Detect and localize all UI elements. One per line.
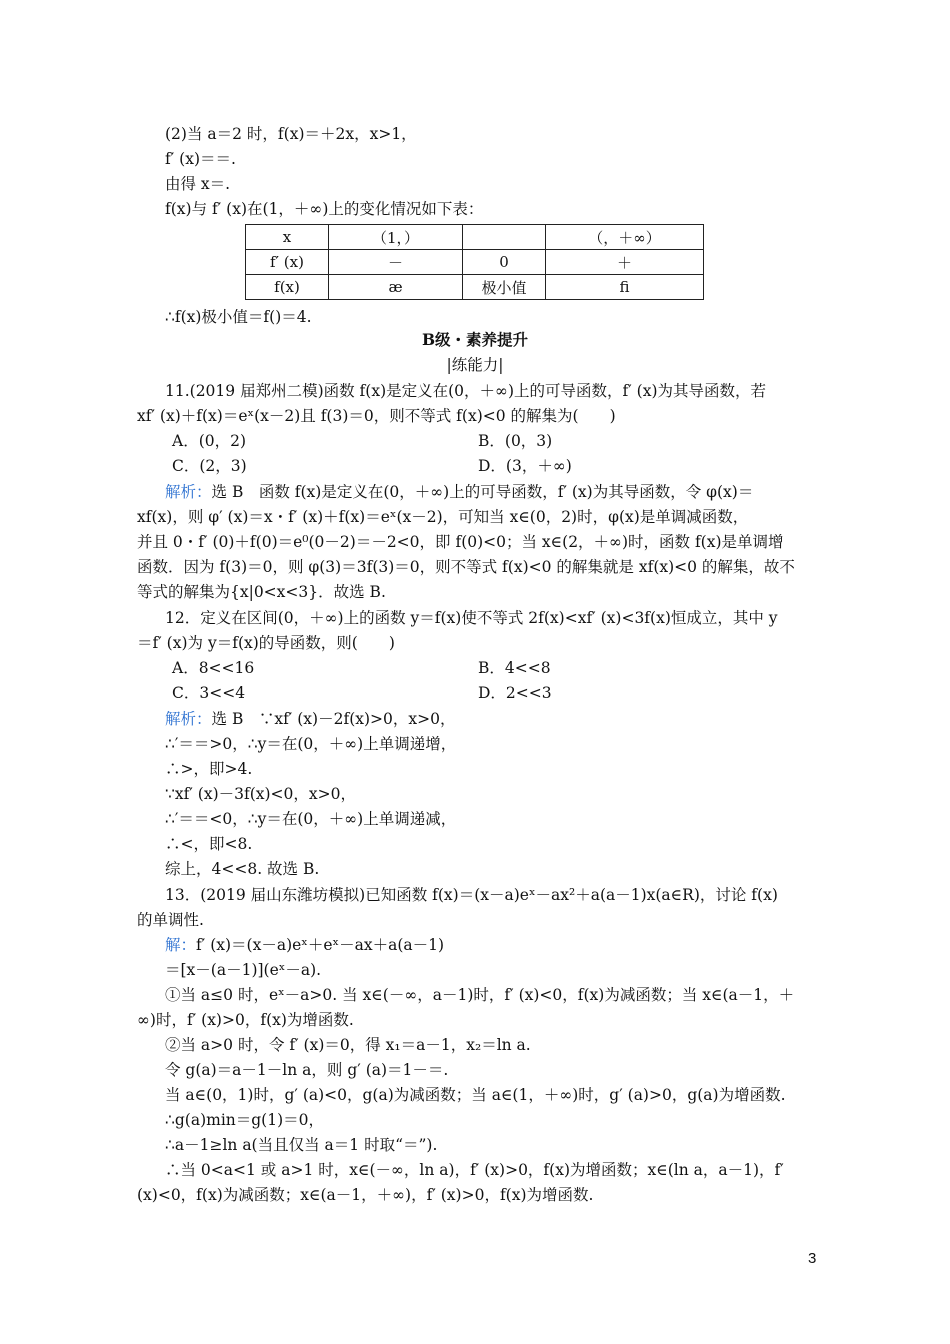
q13-answer-line-1 <box>165 933 444 957</box>
q13-line-1: 13．(2019 届山东潍坊模拟)已知函数 f(x)＝(x－a)eˣ－ax²＋a(a－1)x(a∈R)，讨论 f(x) <box>165 886 778 904</box>
q11-answer-line-4: 函数．因为 f(3)＝0，则 φ(3)＝3f(3)＝0，则不等式 f(x)<0 的解集就是 xf(x)<0 的解集，故不 <box>137 558 795 576</box>
q11-answer-line-3: 并且 0・f′ (0)＋f(0)＝e⁰(0－2)＝－2<0，即 f(0)<0；当 x∈(2，＋∞)时，函数 f(x)是单调增 <box>137 533 784 551</box>
part2-line-3: 由得 x＝. <box>165 175 231 193</box>
q11-answer-text: 选 B 函数 f(x)是定义在(0，＋∞)上的可导函数，f′ (x)为其导函数，令 φ(x)＝ <box>211 483 754 501</box>
q12-answer-line-5: ∴′＝＝<0，∴y＝在(0，＋∞)上单调递减， <box>165 810 457 828</box>
q11-option-d: D．(3，＋∞) <box>478 457 572 475</box>
table-cell: （1，） <box>329 225 463 250</box>
q12-answer-line-3: ∴>，即>4. <box>165 760 253 778</box>
table-row <box>246 250 704 275</box>
q11-answer-label: 解析： <box>165 483 212 501</box>
table-cell: f′ (x) <box>246 250 329 275</box>
q12-answer-line-4: ∵xf′ (x)－3f(x)<0，x>0， <box>165 785 356 803</box>
table-cell: x <box>246 225 329 250</box>
table-cell: ﬁ <box>546 275 704 300</box>
q11-answer-line-5: 等式的解集为{x|0<x<3}．故选 B. <box>137 583 386 601</box>
q11-line-2: xf′ (x)＋f(x)＝eˣ(x－2)且 f(3)＝0，则不等式 f(x)<0 的解集为( ) <box>137 407 616 425</box>
q11-answer-line-1 <box>165 480 753 504</box>
q12-line-1: 12．定义在区间(0，＋∞)上的函数 y＝f(x)使不等式 2f(x)<xf′ (x)<3f(x)恒成立，其中 y <box>165 609 778 627</box>
table-cell: （，＋∞） <box>546 225 704 250</box>
q12-answer-line-2: ∴′＝＝>0，∴y＝在(0，＋∞)上单调递增， <box>165 735 457 753</box>
q12-option-a: A．8<<16 <box>172 659 255 677</box>
table-row <box>246 225 704 250</box>
q12-answer-label: 解析： <box>165 710 212 728</box>
q13-answer-label: 解： <box>165 936 197 954</box>
part2-line-2: f′ (x)＝＝. <box>165 150 236 168</box>
table-cell: ＋ <box>546 250 704 275</box>
table-cell: æ <box>329 275 463 300</box>
q12-option-b: B．4<<8 <box>478 659 551 677</box>
page-number: 3 <box>808 1250 817 1267</box>
q12-option-c: C．3<<4 <box>172 684 246 702</box>
q13-answer-line-8: ∴g(a)min＝g(1)＝0， <box>165 1111 324 1129</box>
q13-answer-line-9: ∴a－1≥ln a(当且仅当 a＝1 时取“＝”). <box>165 1136 438 1154</box>
table-row <box>246 275 704 300</box>
table-cell: － <box>329 250 463 275</box>
q12-answer-line-1 <box>165 707 455 731</box>
q11-answer-line-2: xf(x)，则 φ′ (x)＝x・f′ (x)＋f(x)＝eˣ(x－2)，可知当 x∈(0，2)时，φ(x)是单调减函数， <box>137 508 749 526</box>
q13-answer-line-10: ∴当 0<a<1 或 a>1 时，x∈(－∞，ln a)，f′ (x)>0，f(x)为增函数；x∈(ln a，a－1)，f′ <box>165 1161 784 1179</box>
part2-line-1: (2)当 a＝2 时，f(x)＝＋2x，x>1， <box>165 125 417 143</box>
table-cell <box>463 225 546 250</box>
q12-answer-line-7: 综上，4<<8. 故选 B. <box>165 860 320 878</box>
q13-line-2: 的单调性. <box>137 911 204 929</box>
q12-line-2: ＝f′ (x)为 y＝f(x)的导函数，则( ) <box>137 634 395 652</box>
q13-answer-text: f′ (x)＝(x－a)eˣ＋eˣ－ax＋a(a－1) <box>196 936 445 954</box>
q13-answer-line-5: ②当 a>0 时，令 f′ (x)＝0，得 x₁＝a－1，x₂＝ln a. <box>165 1036 531 1054</box>
variation-table <box>245 224 704 300</box>
table-cell: 极小值 <box>463 275 546 300</box>
section-title: B级・素养提升 <box>421 330 529 349</box>
q11-option-a: A．(0，2) <box>172 432 247 450</box>
part2-line-4: f(x)与 f′ (x)在(1，＋∞)上的变化情况如下表： <box>165 200 484 218</box>
q12-answer-line-6: ∴<，即<8. <box>165 835 253 853</box>
section-subtitle: |练能力| <box>446 356 504 374</box>
table-cell: f(x) <box>246 275 329 300</box>
q11-line-1: 11.(2019 届郑州二模)函数 f(x)是定义在(0，＋∞)上的可导函数，f′ (x)为其导函数，若 <box>165 382 767 400</box>
q13-answer-line-7: 当 a∈(0，1)时，g′ (a)<0，g(a)为减函数；当 a∈(1，＋∞)时，g′ (a)>0，g(a)为增函数. <box>165 1086 786 1104</box>
q11-option-b: B．(0，3) <box>478 432 553 450</box>
q13-answer-line-6: 令 g(a)＝a－1－ln a，则 g′ (a)＝1－＝. <box>165 1061 449 1079</box>
table-cell: 0 <box>463 250 546 275</box>
q13-answer-line-11: (x)<0，f(x)为减函数；x∈(a－1，＋∞)，f′ (x)>0，f(x)为增函数. <box>137 1186 594 1204</box>
q11-option-c: C．(2，3) <box>172 457 247 475</box>
q13-answer-line-3: ①当 a≤0 时，eˣ－a>0. 当 x∈(－∞，a－1)时，f′ (x)<0，f(x)为减函数；当 x∈(a－1，＋ <box>165 986 795 1004</box>
q12-answer-text: 选 B ∵xf′ (x)－2f(x)>0，x>0， <box>211 710 456 728</box>
q13-answer-line-2: ＝[x－(a－1)](eˣ－a). <box>165 961 322 979</box>
min-value-line: ∴f(x)极小值＝f()＝4. <box>165 308 312 326</box>
q12-option-d: D．2<<3 <box>478 684 552 702</box>
q13-answer-line-4: ∞)时，f′ (x)>0，f(x)为增函数. <box>137 1011 354 1029</box>
